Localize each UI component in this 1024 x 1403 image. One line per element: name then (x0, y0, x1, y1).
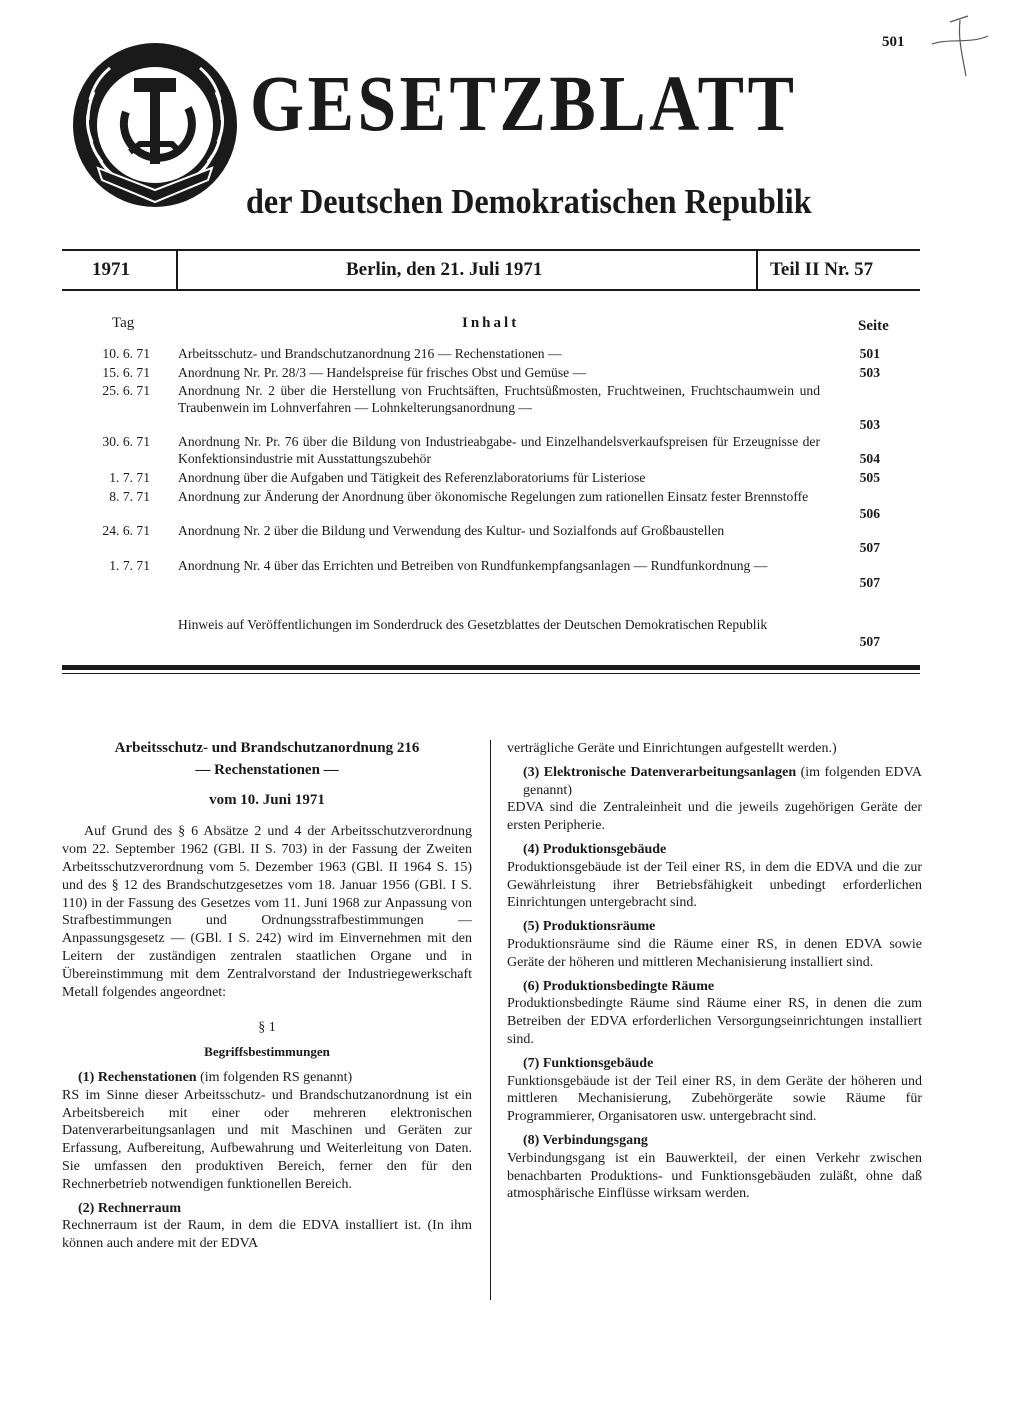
toc-entry-date: 1. 7. 71 (109, 470, 150, 485)
article-title-line2: — Rechenstationen — (195, 761, 339, 778)
definition-8-text: Verbindungsgang ist ein Bauwerkteil, der einen Verkehr zwischen benachbarten Produktions- und Funktionsgebäuden zuläßt, ohne daß atmosphärische Einflüsse wirksam werden. (507, 1150, 922, 1202)
toc-note-text: Hinweis auf Veröffentlichungen im Sonderdruck des Gesetzblattes der Deutschen Demokratischen Republik (178, 617, 768, 632)
definition-3-text: EDVA sind die Zentraleinheit und die jeweils zugehörigen Geräte der ersten Peripherie. (507, 800, 922, 834)
article-date: vom 10. Juni 1971 (209, 791, 325, 808)
toc-entry-text: Anordnung Nr. 2 über die Bildung und Verwendung des Kultur- und Sozialfonds auf Großbaustellen (178, 523, 725, 538)
header-rule-bottom (62, 289, 920, 291)
definition-6-heading: (6) Produktionsbedingte Räume (523, 978, 715, 994)
toc-entry-page: 501 (859, 346, 880, 361)
definition-2-text-part2: verträgliche Geräte und Einrichtungen aufgestellt werden.) (507, 741, 837, 756)
toc-entry-date: 15. 6. 71 (102, 365, 150, 380)
toc-entry-page: 503 (859, 365, 880, 380)
toc-col-date: Tag (112, 315, 135, 331)
definition-7-text: Funktionsgebäude ist der Teil einer RS, in dem Geräte der höheren und mittleren Mechanisierung, Zubehörgeräte sowie Räume für Programmierer, Organisatoren usw. untergebracht sind. (507, 1073, 922, 1125)
article-right-column (507, 740, 922, 1203)
toc-entry-text: Anordnung Nr. Pr. 76 über die Bildung von Industrieabgabe- und Einzelhandelsverkaufspreisen für Erzeugnisse der Konfektionsindustrie mit Ausstattungszubehör (178, 434, 820, 466)
definition-3-heading (507, 764, 922, 800)
definition-7-heading: (7) Funktionsgebäude (523, 1055, 654, 1071)
header-rule-top (62, 249, 920, 251)
toc-entry-date: 30. 6. 71 (102, 434, 150, 449)
toc-entry-text: Anordnung über die Aufgaben und Tätigkeit des Referenzlaboratoriums für Listeriose (178, 470, 646, 485)
toc-entry-date: 8. 7. 71 (109, 489, 150, 504)
pen-annotation-icon (930, 14, 990, 84)
toc-entry-text: Anordnung Nr. 4 über das Errichten und Betreiben von Rundfunkempfangsanlagen — Rundfunkordnung — (178, 558, 768, 573)
toc-col-page: Seite (858, 318, 889, 334)
toc-entry-text: Anordnung zur Änderung der Anordnung über ökonomische Regelungen zum rationellen Einsatz fester Brennstoffe (178, 489, 809, 504)
toc-entry-text: Arbeitsschutz- und Brandschutzanordnung 216 — Rechenstationen — (178, 346, 562, 361)
toc-entry-text: Anordnung Nr. 2 über die Herstellung von Fruchtsäften, Fruchtsüßmosten, Fruchtweinen, Fruchtschaumwein und Traubenwein im Lohnverfahren — Lohnkelterungsanordnung — (178, 383, 820, 415)
definition-1-heading (62, 1069, 472, 1087)
section-rule-thin (62, 673, 920, 674)
definition-4-heading: (4) Produktionsgebäude (523, 841, 667, 857)
toc-entry-page: 503 (859, 417, 880, 432)
toc-entry-page: 507 (859, 575, 880, 590)
definition-1-term-note: (im folgenden RS genannt) (196, 1069, 353, 1085)
gdr-emblem-icon (70, 40, 240, 210)
header-divider-left (176, 251, 178, 291)
issue-number: Teil II Nr. 57 (770, 259, 874, 280)
section-rule-thick (62, 665, 920, 670)
toc-note-page: 507 (859, 634, 880, 649)
definition-8-heading: (8) Verbindungsgang (523, 1132, 648, 1148)
toc-entry-date: 24. 6. 71 (102, 523, 150, 538)
toc-entry-page: 504 (859, 451, 880, 466)
definition-2-heading: (2) Rechnerraum (78, 1200, 182, 1216)
toc-entry-page: 507 (859, 540, 880, 555)
masthead-title: GESETZBLATT (250, 61, 798, 148)
definition-5-text: Produktionsräume sind die Räume einer RS, in denen EDVA sowie Geräte der höheren und mittleren Mechanisierung installiert sind. (507, 936, 922, 970)
header-divider-right (756, 251, 758, 291)
toc-col-title: Inhalt (462, 315, 520, 331)
definition-3-term: (3) Elektronische Datenverarbeitungsanlagen (523, 764, 797, 780)
article-preamble: Auf Grund des § 6 Absätze 2 und 4 der Arbeitsschutzverordnung vom 22. September 1962 (GBl. II S. 703) in der Fassung der Zweiten Arbeitsschutzverordnung vom 5. Dezember 1963 (GBl. II 1964 S. 15) und des § 12 des Brandschutzgesetzes vom 18. Januar 1956 (GBl. I S. 110) in der Fassung des Gesetzes vom 11. Juni 1968 zur Anpassung von Strafbestimmungen und Ordnungsstrafbestimmungen — Anpassungsgesetz — (GBl. I S. 242) wird im Einvernehmen mit den Leitern der zuständigen zentralen staatlichen Organe und in Übereinstimmung mit dem Zentralvorstand der Industriegewerkschaft Metall folgendes angeordnet: (62, 824, 472, 1000)
article-title-line1: Arbeitsschutz- und Brandschutzanordnung 216 (114, 740, 420, 756)
article-left-column (62, 740, 472, 1253)
toc-entry-page: 505 (859, 470, 880, 485)
toc-entry-date: 1. 7. 71 (109, 558, 150, 573)
toc-entry-date: 10. 6. 71 (102, 346, 150, 361)
definition-3-term-note: (im folgenden EDVA genannt) (523, 764, 922, 798)
toc-entry-text: Anordnung Nr. Pr. 28/3 — Handelspreise für frisches Obst und Gemüse — (178, 365, 587, 380)
toc-entry-date: 25. 6. 71 (102, 383, 150, 398)
definition-1-term: (1) Rechenstationen (78, 1069, 197, 1085)
section-title: Begriffsbestimmungen (204, 1044, 330, 1060)
toc-entry-page: 506 (859, 506, 880, 521)
definition-5-heading: (5) Produktionsräume (523, 919, 656, 935)
issue-place-date: Berlin, den 21. Juli 1971 (346, 259, 543, 280)
issue-year: 1971 (92, 259, 130, 280)
definition-2-text-part1: Rechnerraum ist der Raum, in dem die EDVA installiert ist. (In ihm können auch andere mit der EDVA (62, 1218, 472, 1252)
definition-1-text: RS im Sinne dieser Arbeitsschutz- und Brandschutzanordnung ist ein Arbeitsbereich mit einer oder mehreren elektronischen Datenverarbeitungsanlagen und mit Maschinen und Geräten zur Erfassung, Aufbereitung, Aufbewahrung und Weiterleitung von Daten. Sie umfassen den produktiven Bereich, ferner den für den Rechnerbetrieb notwendigen funktionellen Bereich. (62, 1087, 472, 1192)
masthead-subtitle: der Deutschen Demokratischen Republik (246, 182, 812, 221)
page-number: 501 (882, 34, 905, 50)
definition-6-text: Produktionsbedingte Räume sind Räume einer RS, in denen die zum Betreiben der EDVA erforderlichen Versorgungseinrichtungen installiert sind. (507, 996, 922, 1047)
definition-4-text: Produktionsgebäude ist der Teil einer RS, in dem die EDVA und die zur Gewährleistung ihrer Betriebsfähigkeit unbedingt erforderlichen Einrichtungen untergebracht sind. (507, 859, 922, 911)
section-number: § 1 (258, 1020, 276, 1036)
column-divider (490, 740, 491, 1300)
